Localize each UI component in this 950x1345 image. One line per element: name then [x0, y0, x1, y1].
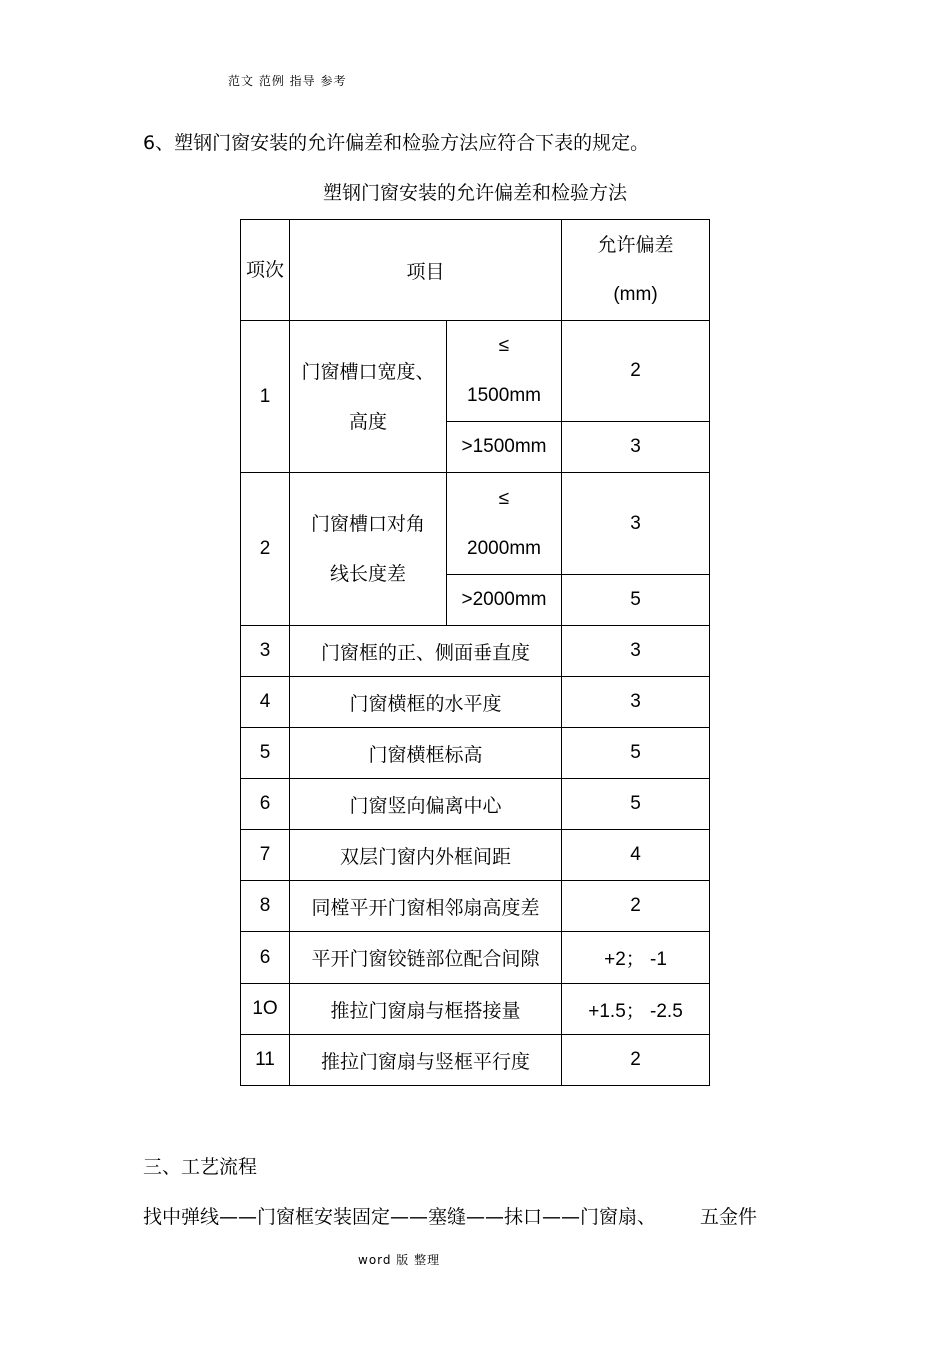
- row-subcondition: >1500mm: [447, 422, 562, 473]
- table-row: [241, 830, 710, 881]
- row-item-line2: 高度: [348, 410, 387, 433]
- row-subcondition-value: 2000mm: [467, 537, 541, 559]
- header-no: 项次: [241, 220, 290, 321]
- row-tolerance: 2: [562, 1035, 710, 1086]
- row-no: 1: [241, 321, 290, 473]
- row-no: 4: [241, 677, 290, 728]
- row-no: 1O: [241, 984, 290, 1035]
- row-no: 5: [241, 728, 290, 779]
- tolerance-table: [240, 219, 710, 1086]
- intro-paragraph: 6、塑钢门窗安装的允许偏差和检验方法应符合下表的规定。: [143, 132, 650, 154]
- row-subcondition: >2000mm: [447, 575, 562, 626]
- leq-symbol: ≤: [498, 335, 510, 356]
- row-item: [290, 321, 447, 473]
- row-no: 8: [241, 881, 290, 932]
- table-row: [241, 626, 710, 677]
- row-item: 门窗横框的水平度: [290, 677, 562, 728]
- row-item: 平开门窗铰链部位配合间隙: [290, 932, 562, 984]
- row-no: 7: [241, 830, 290, 881]
- table-row: [241, 321, 710, 422]
- row-item: 门窗框的正、侧面垂直度: [290, 626, 562, 677]
- row-tolerance: 3: [562, 677, 710, 728]
- page-footer: word 版 整理: [358, 1253, 441, 1267]
- row-no: 6: [241, 932, 290, 984]
- row-no: 3: [241, 626, 290, 677]
- process-flow-tail: 五金件: [700, 1206, 758, 1228]
- row-item: 双层门窗内外框间距: [290, 830, 562, 881]
- table-row: [241, 984, 710, 1035]
- row-tolerance: 2: [562, 881, 710, 932]
- table-row: [241, 473, 710, 575]
- row-item-line1: 门窗槽口对角: [310, 513, 425, 535]
- table-row: [241, 728, 710, 779]
- row-item-line2: 线长度差: [329, 563, 406, 585]
- row-tolerance: 3: [562, 473, 710, 575]
- header-tolerance: [562, 220, 710, 321]
- table-row: [241, 677, 710, 728]
- table-row: [241, 1035, 710, 1086]
- header-tolerance-line1: 允许偏差: [597, 234, 674, 256]
- row-item-line1: 门窗槽口宽度、: [301, 360, 435, 383]
- table-row: [241, 932, 710, 984]
- row-subcondition-value: 1500mm: [467, 385, 541, 406]
- row-item: [290, 473, 447, 626]
- row-tolerance: 5: [562, 575, 710, 626]
- table-header-row: [241, 220, 710, 321]
- row-item: 推拉门窗扇与框搭接量: [290, 984, 562, 1035]
- table-row: [241, 881, 710, 932]
- header-tolerance-unit: (mm): [613, 284, 658, 305]
- row-item: 推拉门窗扇与竖框平行度: [290, 1035, 562, 1086]
- page-header: 范文 范例 指导 参考: [228, 74, 347, 88]
- row-tolerance: 3: [562, 422, 710, 473]
- row-item: 门窗横框标高: [290, 728, 562, 779]
- row-item: 门窗竖向偏离中心: [290, 779, 562, 830]
- table-title: 塑钢门窗安装的允许偏差和检验方法: [322, 182, 627, 204]
- row-no: 6: [241, 779, 290, 830]
- row-tolerance: 4: [562, 830, 710, 881]
- header-item: 项目: [290, 220, 562, 321]
- row-subcondition: [447, 473, 562, 575]
- row-tolerance: 2: [562, 321, 710, 422]
- row-tolerance: 5: [562, 779, 710, 830]
- row-no: 2: [241, 473, 290, 626]
- row-tolerance: 3: [562, 626, 710, 677]
- row-subcondition: [447, 321, 562, 422]
- row-tolerance: 5: [562, 728, 710, 779]
- row-tolerance: +2； -1: [562, 932, 710, 984]
- section-heading: 三、工艺流程: [143, 1156, 258, 1178]
- leq-symbol: ≤: [498, 487, 510, 509]
- row-item: 同樘平开门窗相邻扇高度差: [290, 881, 562, 932]
- process-flow-main: 找中弹线——门窗框安装固定——塞缝——抹口——门窗扇、: [143, 1206, 657, 1228]
- row-no: 11: [241, 1035, 290, 1086]
- table-row: [241, 779, 710, 830]
- row-tolerance: +1.5； -2.5: [562, 984, 710, 1035]
- process-flow: [143, 1202, 757, 1229]
